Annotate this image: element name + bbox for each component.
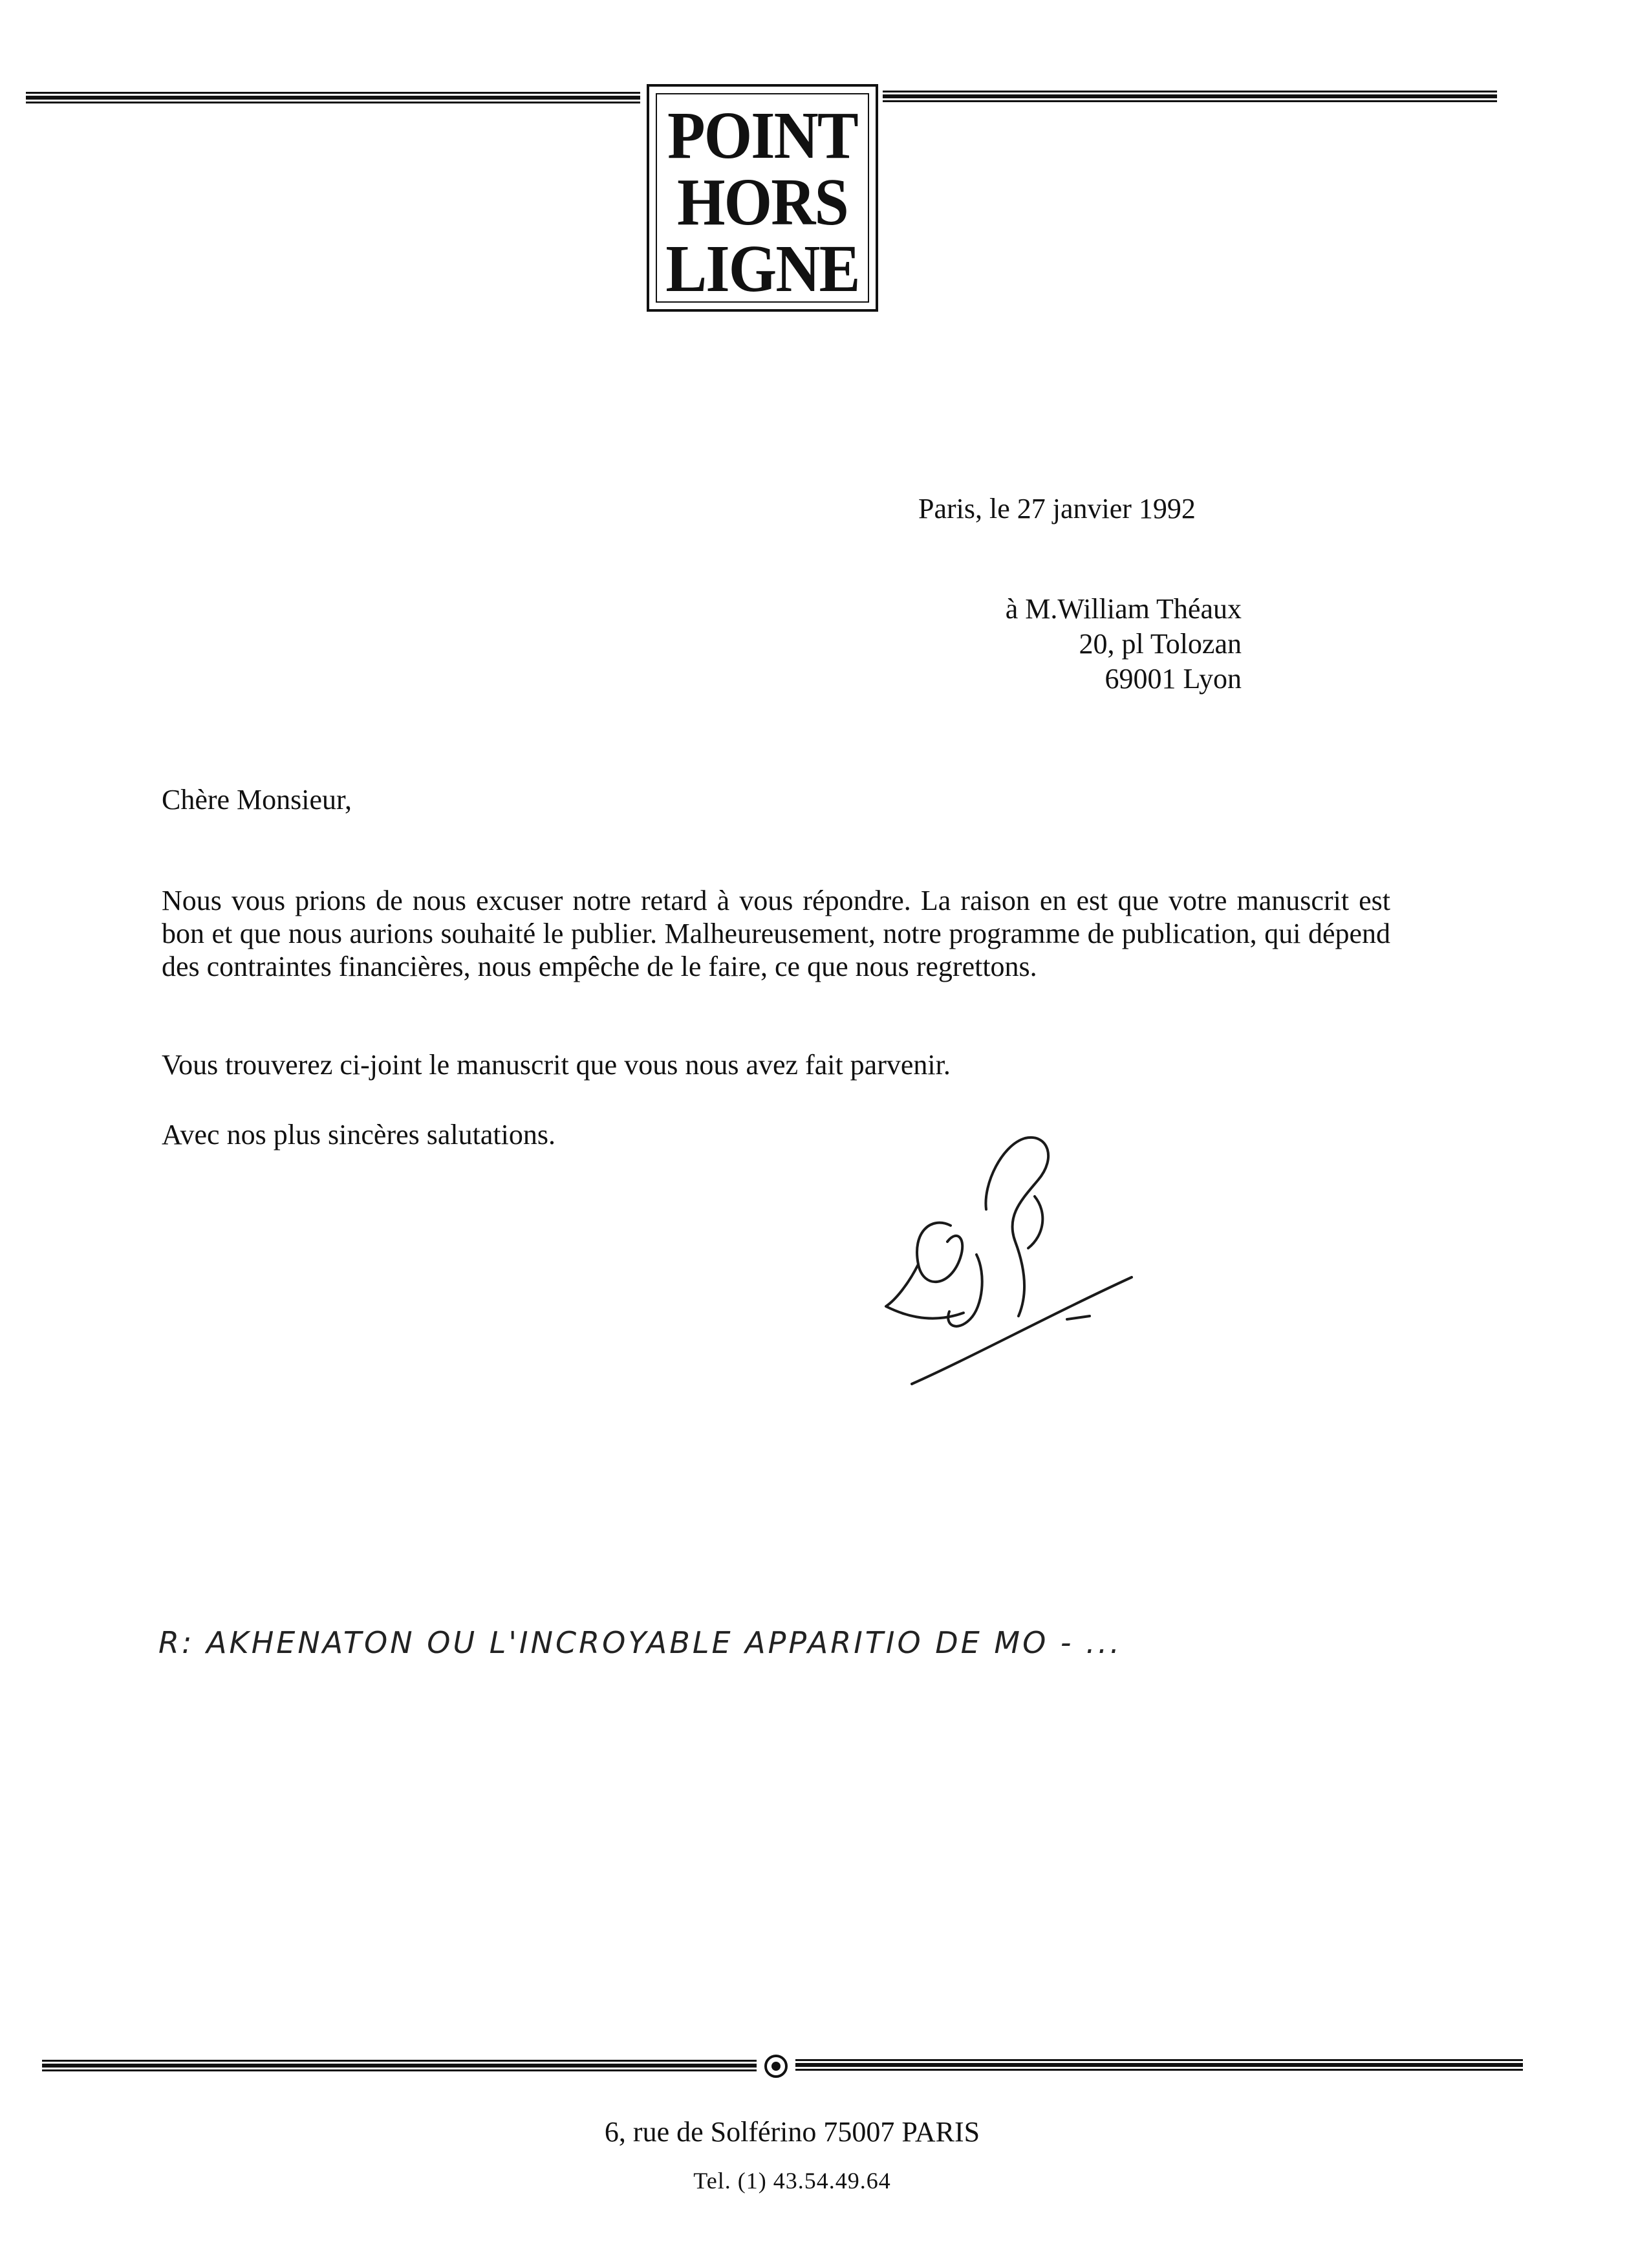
recipient-name: à M.William Théaux (1005, 593, 1242, 625)
recipient-city: 69001 Lyon (1105, 663, 1242, 695)
letter-date: Paris, le 27 janvier 1992 (918, 493, 1196, 524)
header-rule-right (883, 89, 1497, 103)
footer-rule-left (42, 2058, 757, 2073)
footer-address: 6, rue de Solférino 75007 PARIS (604, 2116, 980, 2148)
logo-line-2: HORS (677, 165, 848, 239)
logo-line-1: POINT (667, 98, 857, 173)
logo-inner-frame (656, 93, 869, 306)
recipient-street: 20, pl Tolozan (1079, 628, 1242, 660)
closing-line: Avec nos plus sincères salutations. (162, 1119, 555, 1150)
publisher-logo (647, 84, 878, 312)
handwritten-signature (873, 1119, 1145, 1397)
logo-line-3: LIGNE (665, 232, 859, 306)
footer-phone: Tel. (1) 43.54.49.64 (693, 2168, 891, 2194)
salutation: Chère Monsieur, (162, 784, 352, 815)
letter-body: Nous vous prions de nous excuser notre retard à vous répondre. La raison en est que votre manuscrit est bon et que nous aurions souhaité le publier. Malheureusement, notre programme de publication, qui dépend des contraintes financières, nous empêche de le faire, ce que nous regrettons. (162, 885, 1390, 982)
header-rule-left (26, 91, 640, 105)
footer-ornament-icon (763, 2053, 789, 2079)
enclosure-line: Vous trouverez ci-joint le manuscrit que vous nous avez fait parvenir. (162, 1049, 951, 1081)
footer-rule-right (795, 2058, 1523, 2072)
handwritten-note: R: AKHENATON OU L'INCROYABLE APPARITIO DE MO - ... (158, 1625, 1122, 1660)
